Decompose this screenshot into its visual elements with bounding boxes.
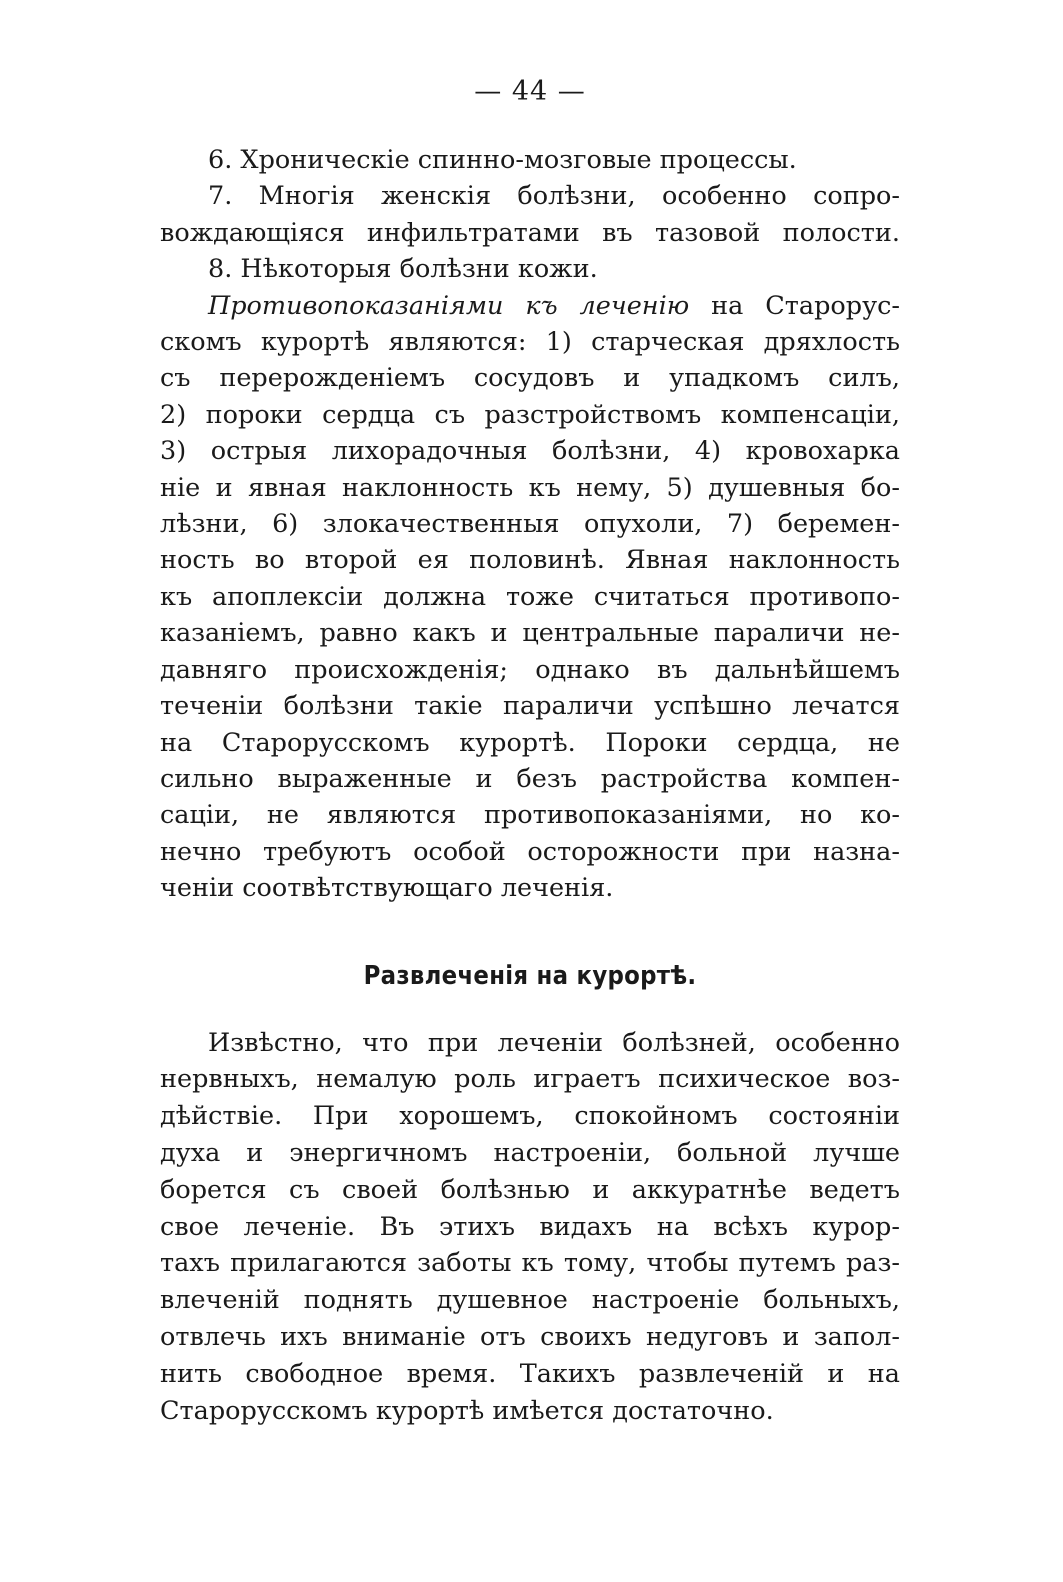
text-line: съ перерожденіемъ сосудовъ и упадкомъ силъ, bbox=[160, 363, 900, 394]
text-line: казаніемъ, равно какъ и центральные параличи не- bbox=[160, 618, 900, 649]
text-line: къ апоплексіи должна тоже считаться противопо- bbox=[160, 581, 900, 612]
list-item bbox=[160, 178, 900, 251]
text-line: влеченій поднять душевное настроеніе больныхъ, bbox=[160, 1285, 900, 1316]
text-line: ность во второй ея половинѣ. Явная наклонность bbox=[160, 545, 900, 576]
text-line: лѣзни, 6) злокачественныя опухоли, 7) беремен- bbox=[160, 509, 900, 540]
text-line bbox=[160, 288, 900, 324]
text-line: 8. Нѣкоторыя болѣзни кожи. bbox=[208, 254, 598, 285]
list-item bbox=[160, 142, 900, 178]
text-line: скомъ курортѣ являются: 1) старческая дряхлость bbox=[160, 327, 900, 358]
page-number: — 44 — bbox=[474, 76, 586, 107]
text-line: Извѣстно, что при леченіи болѣзней, особенно bbox=[208, 1027, 900, 1058]
text-line: нить свободное время. Такихъ развлеченій и на bbox=[160, 1358, 900, 1389]
text-line: дѣйствіе. При хорошемъ, спокойномъ состояніи bbox=[160, 1101, 900, 1132]
lead-rest: на Старорус- bbox=[689, 290, 900, 321]
text-line: духа и энергичномъ настроеніи, больной лучше bbox=[160, 1137, 900, 1168]
section-heading: Развлеченія на курортѣ. bbox=[363, 960, 697, 991]
book-page bbox=[160, 70, 900, 1429]
text-line: борется съ своей болѣзнью и аккуратнѣе ведетъ bbox=[160, 1174, 900, 1205]
text-line: свое леченіе. Въ этихъ видахъ на всѣхъ курор- bbox=[160, 1211, 900, 1242]
text-line: на Старорусскомъ курортѣ. Пороки сердца, не bbox=[160, 727, 900, 758]
text-line: 7. Многія женскія болѣзни, особенно сопро- bbox=[208, 181, 900, 212]
text-line: ченіи соотвѣтствующаго леченія. bbox=[160, 873, 614, 904]
indications-list bbox=[160, 142, 900, 288]
text-line: вождающіяся инфильтратами въ тазовой полости. bbox=[160, 217, 900, 248]
text-line: тахъ прилагаются заботы къ тому, чтобы путемъ раз- bbox=[160, 1248, 900, 1279]
text-line: отвлечь ихъ вниманіе отъ своихъ недуговъ и запол- bbox=[160, 1321, 900, 1352]
entertainment-paragraph bbox=[160, 1025, 900, 1430]
text-line: 2) пороки сердца съ разстройствомъ компенсаціи, bbox=[160, 399, 900, 430]
text-line: теченіи болѣзни такіе параличи успѣшно лечатся bbox=[160, 691, 900, 722]
text-line: нервныхъ, немалую роль играетъ психическое воз- bbox=[160, 1064, 900, 1095]
text-line: Старорусскомъ курортѣ имѣется достаточно. bbox=[160, 1395, 774, 1426]
text-line: 6. Хроническіе спинно-мозговые процессы. bbox=[208, 145, 797, 175]
text-line: нечно требуютъ особой осторожности при назна- bbox=[160, 836, 900, 867]
italic-lead: Противопоказаніями къ леченію bbox=[208, 290, 690, 321]
list-item bbox=[160, 251, 900, 287]
text-line: 3) острыя лихорадочныя болѣзни, 4) кровохарка bbox=[160, 436, 900, 467]
text-line: давняго происхожденія; однако въ дальнѣйшемъ bbox=[160, 654, 900, 685]
contraindications-paragraph bbox=[160, 288, 900, 907]
text-line: ніе и явная наклонность къ нему, 5) душевныя бо- bbox=[160, 472, 900, 503]
text-line: саціи, не являются противопоказаніями, но ко- bbox=[160, 800, 900, 831]
text-line: сильно выраженные и безъ растройства компен- bbox=[160, 763, 900, 794]
